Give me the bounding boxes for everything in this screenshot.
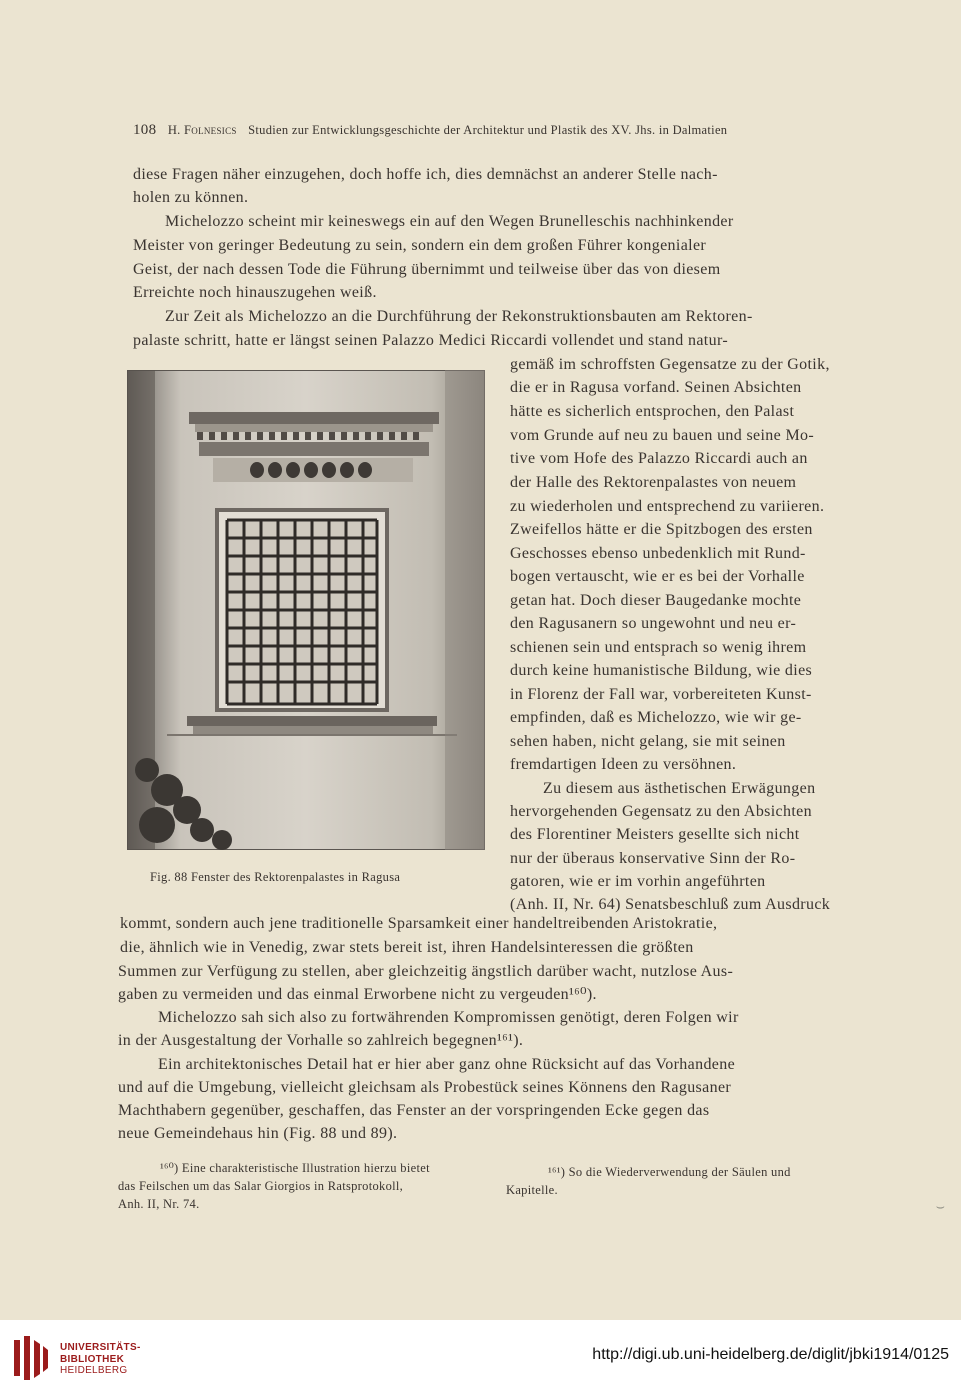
text-line: schienen sein und entsprach so wenig ihrem xyxy=(510,639,807,656)
text-line: den Ragusanern so ungewohnt und neu er- xyxy=(510,615,797,632)
text-line: hätte es sicherlich entsprochen, den Palast xyxy=(510,403,795,420)
text-line: Meister von geringer Bedeutung zu sein, sondern ein dem großen Führer kongenialer xyxy=(133,237,707,254)
text-line: die, ähnlich wie in Venedig, zwar stets bereit ist, ihren Handelsinteressen die größten xyxy=(120,939,694,956)
footnote-line: Anh. II, Nr. 74. xyxy=(118,1197,200,1211)
page-number: 108 xyxy=(133,122,157,138)
text-line: Geschosses ebenso unbedenklich mit Rund- xyxy=(510,545,806,562)
text-line: bogen vertauscht, wie er es bei der Vorhalle xyxy=(510,568,805,585)
text-line: Erreichte noch hinauszugehen weiß. xyxy=(133,284,377,301)
text-line: gaben zu vermeiden und das einmal Erworbene nicht zu vergeuden¹⁶⁰). xyxy=(118,986,597,1003)
text-line: und auf die Umgebung, vielleicht gleichsam als Probestück seines Könnens den Ragusaner xyxy=(118,1079,732,1096)
text-line: gatoren, wie er im vorhin angeführten xyxy=(510,873,766,890)
text-line: empfinden, daß es Michelozzo, wie wir ge- xyxy=(510,709,802,726)
footnote-line: ¹⁶¹) So die Wiederverwendung der Säulen und xyxy=(548,1165,791,1179)
text-line: durch keine humanistische Bildung, wie dies xyxy=(510,662,813,679)
text-line: tive vom Hofe des Palazzo Riccardi auch an xyxy=(510,450,808,467)
text-line: der Halle des Rektorenpalastes von neuem xyxy=(510,474,797,491)
text-line: (Anh. II, Nr. 64) Senatsbeschluß zum Ausdruck xyxy=(510,896,831,913)
text-line: Zu diesem aus ästhetischen Erwägungen xyxy=(543,780,816,797)
text-line: in der Ausgestaltung der Vorhalle so zahlreich begegnen¹⁶¹). xyxy=(118,1032,524,1049)
text-line: sehen haben, nicht gelang, sie mit seinen xyxy=(510,733,786,750)
text-line: diese Fragen näher einzugehen, doch hoffe ich, dies demnächst an anderer Stelle nach- xyxy=(133,166,718,183)
footnote-line: ¹⁶⁰) Eine charakteristische Illustration hierzu bietet xyxy=(160,1161,430,1175)
text-line: holen zu können. xyxy=(133,189,249,206)
text-line: kommt, sondern auch jene traditionelle Sparsamkeit einer handeltreibenden Aristokratie, xyxy=(120,915,718,932)
text-line: hervorgehenden Gegensatz zu den Absichten xyxy=(510,803,812,820)
text-line: zu wiederholen und entsprechend zu variieren. xyxy=(510,498,825,515)
figure-caption: Fig. 88 Fenster des Rektorenpalastes in Ragusa xyxy=(150,870,401,884)
text-line: vom Grunde auf neu zu bauen und seine Mo- xyxy=(510,427,815,444)
text-line: Zur Zeit als Michelozzo an die Durchführung der Rekonstruktionsbauten am Rektoren- xyxy=(165,308,753,325)
window-photo-illustration xyxy=(127,370,485,850)
text-line: Michelozzo scheint mir keineswegs ein auf den Wegen Brunelleschis nachhinkender xyxy=(165,213,734,230)
footnote-line: das Feilschen um das Salar Giorgios in Ratsprotokoll, xyxy=(118,1179,404,1193)
library-footer xyxy=(0,1320,961,1396)
footnote-line: Kapitelle. xyxy=(506,1183,558,1197)
text-line: Summen zur Verfügung zu stellen, aber gleichzeitig ängstlich darüber wacht, nutzlose Aus- xyxy=(118,963,734,980)
source-url[interactable]: http://digi.ub.uni-heidelberg.de/diglit/jbki1914/0125 xyxy=(592,1346,949,1363)
header-title: Studien zur Entwicklungsgeschichte der Architektur und Plastik des XV. Jhs. in Dalmatien xyxy=(248,123,728,137)
text-line: palaste schritt, hatte er längst seinen Palazzo Medici Riccardi vollendet und stand natur- xyxy=(133,332,728,349)
text-line: Ein architektonisches Detail hat er hier aber ganz ohne Rücksicht auf das Vorhandene xyxy=(158,1056,736,1073)
text-line: nur der überaus konservative Sinn der Ro- xyxy=(510,850,796,867)
text-line: in Florenz der Fall war, vorbereiteten Kunst- xyxy=(510,686,812,703)
text-line: getan hat. Doch dieser Baugedanke mochte xyxy=(510,592,802,609)
header-author: H. Folnesics xyxy=(167,123,237,137)
text-line: Geist, der nach dessen Tode die Führung übernimmt und teilweise über das von diesem xyxy=(133,261,721,278)
text-line: fremdartigen Ideen zu versöhnen. xyxy=(510,756,737,773)
text-line: Zweifellos hätte er die Spitzbogen des ersten xyxy=(510,521,813,538)
figure-window-photo xyxy=(127,370,485,850)
text-line: die er in Ragusa vorfand. Seinen Absichten xyxy=(510,379,802,396)
text-line: gemäß im schroffsten Gegensatze zu der Gotik, xyxy=(510,356,830,373)
text-line: Michelozzo sah sich also zu fortwährenden Kompromissen genötigt, deren Folgen wir xyxy=(158,1009,739,1026)
text-line: des Florentiner Meisters gesellte sich nicht xyxy=(510,826,800,843)
library-name: UNIVERSITÄTS- BIBLIOTHEK HEIDELBERG xyxy=(60,1342,141,1376)
running-header xyxy=(133,122,727,139)
text-line: neue Gemeindehaus hin (Fig. 88 und 89). xyxy=(118,1125,398,1142)
library-logo-icon xyxy=(10,1334,50,1382)
text-line: Machthabern gegenüber, geschaffen, das Fenster an der vorspringenden Ecke gegen das xyxy=(118,1102,710,1119)
scan-mark: ⌣ xyxy=(935,1200,945,1215)
